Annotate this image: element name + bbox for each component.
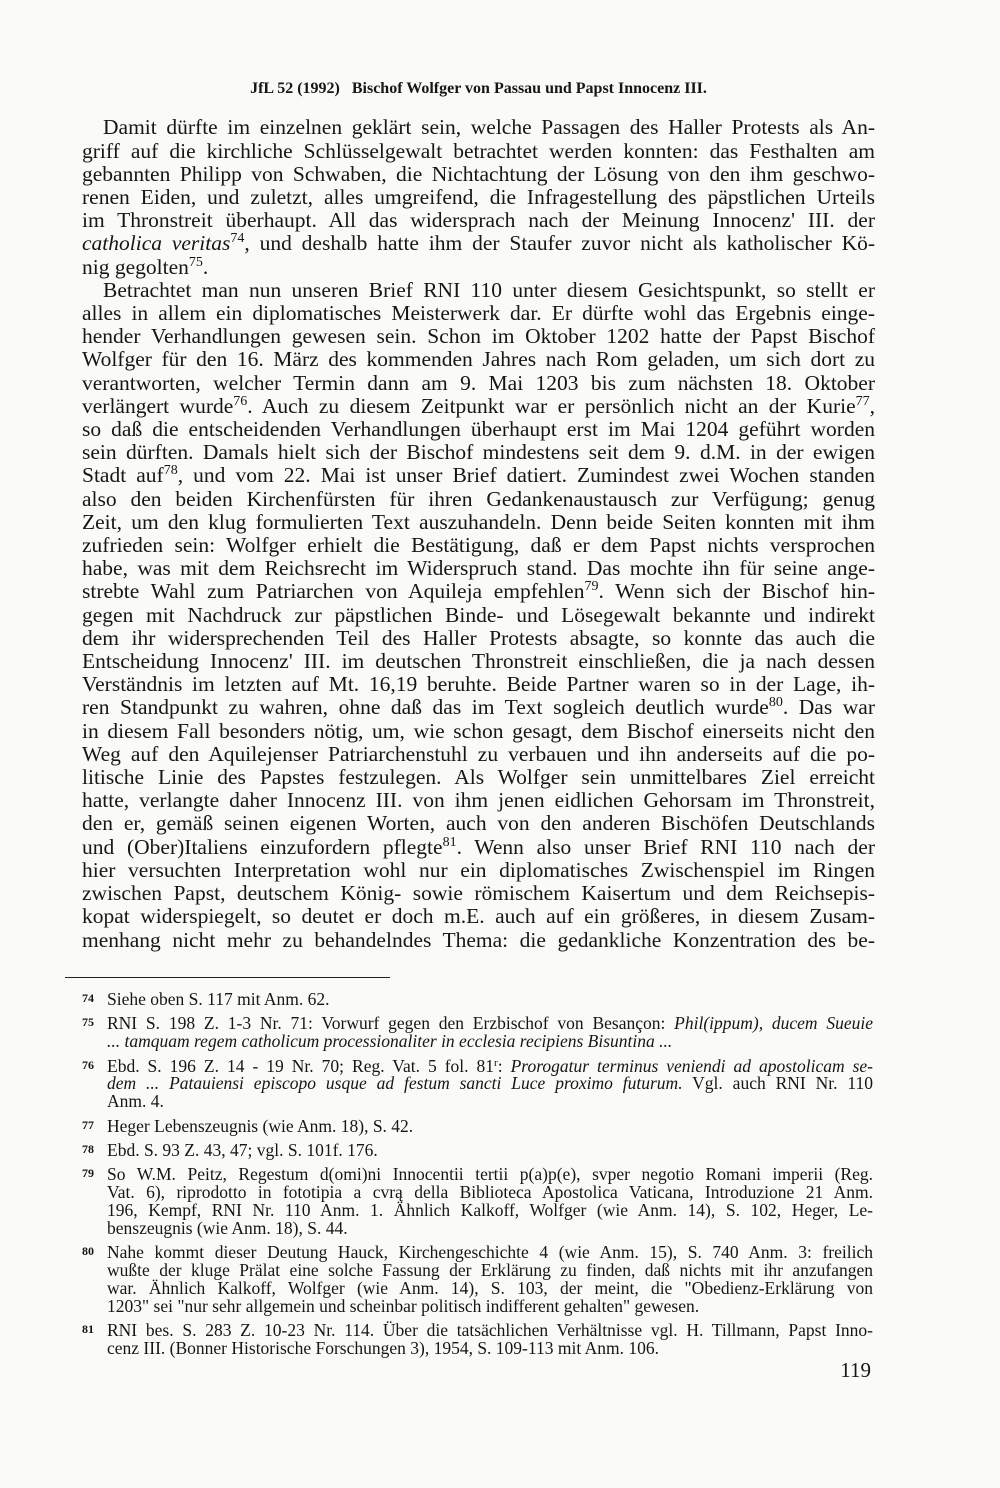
text-run: nig gegolten <box>82 254 189 279</box>
text-line <box>107 1337 873 1358</box>
text-run: . <box>202 254 209 279</box>
text-run: in diesem Fall besonders nötig, um, wie schon gesagt, dem Bischof einerseits nicht den <box>82 718 875 743</box>
text-line <box>82 418 875 441</box>
text-line <box>82 395 875 418</box>
footnote-number: 81 <box>82 1322 94 1336</box>
text-line <box>82 140 875 163</box>
journal-reference: JfL 52 (1992) <box>250 80 340 97</box>
text-line <box>82 766 875 789</box>
text-run: , <box>869 393 875 418</box>
text-run: griff auf die kirchliche Schlüsselgewalt betrachtet werden konnten: das Festhalten am <box>82 138 875 163</box>
footnote-rule <box>65 977 390 978</box>
text-run: Weg auf den Aquilejenser Patriarchenstuhl zu verbauen und ihn anderseits auf die po- <box>82 741 875 766</box>
footnotes <box>82 989 874 1364</box>
text-line <box>82 929 875 952</box>
footnote-reference: 81 <box>442 834 457 850</box>
footnote-reference: r <box>494 1056 498 1069</box>
text-run: Nahe kommt dieser Deutung Hauck, Kirchengeschichte 4 (wie Anm. 15), S. 740 Anm. 3: freilich <box>107 1242 873 1263</box>
text-line <box>82 186 875 209</box>
text-line <box>82 279 875 302</box>
text-run: Siehe oben S. 117 mit Anm. 62. <box>107 989 330 1010</box>
text-run: strebte Wahl zum Patriarchen von Aquileja empfehlen <box>82 579 585 604</box>
text-run: sein dürften. Damals hielt sich der Bischof mindestens seit dem 9. d.M. in der ewigen <box>82 440 875 465</box>
text-line <box>107 1033 873 1051</box>
text-run: , und vom 22. Mai ist unser Brief datiert. Zumindest zwei Wochen standen <box>177 463 875 488</box>
text-run: litische Linie des Papstes festzulegen. Als Wolfger sein unmittelbares Ziel erreicht <box>82 765 875 790</box>
text-run: Wolfger für den 16. März des kommenden Jahres nach Rom geladen, um sich dort zu <box>82 347 875 372</box>
footnote-reference: 76 <box>233 393 248 409</box>
text-line <box>82 836 875 859</box>
article-title: Bischof Wolfger von Passau und Papst Innocenz III. <box>351 80 707 97</box>
text-run: ren Standpunkt zu wahren, ohne daß das im Text sogleich deutlich wurde <box>82 695 769 720</box>
text-run: gegen mit Nachdruck zur päpstlichen Binde- und Lösegewalt bekannte und indirekt <box>82 602 875 627</box>
text-line <box>82 511 875 534</box>
text-line <box>82 209 875 232</box>
text-run: den er, gemäß seinen eigenen Worten, auch von den anderen Bischöfen Deutschlands <box>82 811 875 836</box>
text-line <box>107 1217 873 1238</box>
text-line <box>82 789 875 812</box>
text-run: Vgl. auch RNI Nr. 110 <box>682 1073 873 1094</box>
footnote-number: 80 <box>82 1244 94 1259</box>
text-run: Damit dürfte im einzelnen geklärt sein, welche Passagen des Haller Protests als An- <box>103 115 875 140</box>
text-line <box>82 580 875 603</box>
text-line <box>82 325 875 348</box>
text-run: : <box>497 1055 511 1076</box>
text-run: und (Ober)Italiens einzufordern pflegte <box>82 834 443 859</box>
footnote-reference: 78 <box>163 463 178 479</box>
text-run: so daß die entscheidenden Verhandlungen überhaupt erst im Mai 1204 geführt worden <box>82 417 875 442</box>
text-run: menhang nicht mehr zu behandelndes Thema: die gedankliche Konzentration des be- <box>82 927 875 952</box>
text-run: alles in allem ein diplomatisches Meisterwerk dar. Er dürfte wohl das Ergebnis einge- <box>82 301 875 326</box>
text-line <box>82 534 875 557</box>
text-run: . Auch zu diesem Zeitpunkt war er persönlich nicht an der Kurie <box>247 393 856 418</box>
text-run: hier versuchten Interpretation wohl nur ein diplomatisches Zwischenspiel im Ringen <box>82 857 875 882</box>
footnote-number: 76 <box>82 1057 94 1072</box>
footnote-reference: 79 <box>584 579 599 595</box>
text-line <box>82 232 875 255</box>
footnote-number: 75 <box>82 1015 94 1030</box>
text-line <box>82 116 875 139</box>
italic-text: Prorogatur terminus veniendi ad apostolicam se- <box>510 1055 873 1076</box>
text-run: . Wenn also unser Brief RNI 110 nach der <box>456 834 875 859</box>
text-run: hender Verhandlungen gewesen sein. Schon im Oktober 1202 hatte der Papst Bischof <box>82 324 875 349</box>
text-run: verantworten, welcher Termin dann am 9. Mai 1203 bis zum nächsten 18. Oktober <box>82 370 875 395</box>
text-run: zufrieden sein: Wolfger erhielt die Bestätigung, daß er dem Papst nichts versprochen <box>82 533 875 558</box>
text-run: 196, Kempf, RNI Nr. 110 Anm. 1. Ähnlich Kalkoff, Wolfger (wie Anm. 14), S. 102, Heger, Le- <box>107 1200 873 1221</box>
text-line <box>82 720 875 743</box>
footnote-number: 78 <box>82 1142 94 1157</box>
text-run: hatte, verlangte daher Innocenz III. von ihm jenen eidlichen Gehorsam im Thronstreit, <box>82 788 875 813</box>
running-header <box>82 79 875 99</box>
text-run: also den beiden Kirchenfürsten für ihren Gedankenaustausch zur Verfügung; genug <box>82 486 875 511</box>
text-line <box>82 627 875 650</box>
footnote <box>82 1013 874 1052</box>
footnote <box>82 989 873 1010</box>
text-run: . Das war <box>782 695 875 720</box>
text-line <box>107 1115 873 1136</box>
footnote <box>82 1164 873 1238</box>
text-run: Anm. 4. <box>107 1091 164 1112</box>
text-line <box>82 302 875 325</box>
text-run: RNI S. 198 Z. 1-3 Nr. 71: Vorwurf gegen den Erzbischof von Besançon: <box>107 1013 675 1034</box>
footnote-number: 77 <box>82 1117 94 1132</box>
text-run: wußte der kluge Prälat eine solche Fassung der Erklärung zu finden, daß nichts mit ihr anzufangen <box>107 1260 873 1281</box>
text-run: Vat. 6), riprodotto in fototipia a cvrą della Biblioteca Apostolica Vaticana, Introduzione 21 Anm. <box>107 1182 873 1203</box>
text-run: , und deshalb hatte ihm der Staufer zuvor nicht als katholischer Kö- <box>244 231 876 256</box>
text-run: gebannten Philipp von Schwaben, die Nichtachtung der Lösung von den ihm geschwo- <box>82 161 875 186</box>
footnote-reference: 74 <box>230 231 245 247</box>
text-line <box>82 348 875 371</box>
text-line <box>82 464 875 487</box>
page-number: 119 <box>840 1358 871 1382</box>
text-run: cenz III. (Bonner Historische Forschungen 3), 1954, S. 109-113 mit Anm. 106. <box>107 1337 659 1358</box>
text-run: So W.M. Peitz, Regestum d(omi)ni Innocentii tertii p(a)p(e), svper negotio Romani imperii (Reg. <box>107 1164 873 1185</box>
text-run: kopat widerspiegelt, so deutet er doch m.E. auch auf ein größeres, in diesem Zusam- <box>82 904 875 929</box>
italic-text: catholica veritas <box>82 231 231 256</box>
text-run: benszeugnis (wie Anm. 18), S. 44. <box>107 1217 348 1238</box>
paragraph <box>82 279 875 952</box>
text-line <box>82 256 875 279</box>
text-run: . Wenn sich der Bischof hin- <box>598 579 876 604</box>
text-run: Verständnis im letzten auf Mt. 16,19 beruhte. Beide Partner waren so in der Lage, ih- <box>82 672 875 697</box>
footnote <box>82 1140 873 1161</box>
text-line <box>82 859 875 882</box>
text-run: Stadt auf <box>82 463 164 488</box>
italic-text: ... tamquam regem catholicum processionaliter in ecclesia recipiens Bisuntina ... <box>107 1031 673 1052</box>
text-line <box>82 673 875 696</box>
text-line <box>107 1142 873 1160</box>
footnote-reference: 77 <box>855 393 870 409</box>
text-line <box>82 696 875 719</box>
paragraph <box>82 116 875 278</box>
italic-text: dem ... Patauiensi episcopo usque ad festum sancti Luce proximo futurum. <box>107 1073 683 1094</box>
text-run: habe, was mit dem Reichsrecht im Widerspruch stand. Das mochte ihn für seine ange- <box>82 556 875 581</box>
text-line <box>82 882 875 905</box>
text-line <box>82 905 875 928</box>
italic-text: Phil(ippum), ducem Sueuie <box>674 1013 874 1034</box>
footnote <box>82 1055 873 1112</box>
text-run: renen Eiden, und zuletzt, alles umgreifend, die Infragestellung des päpstlichen Urteils <box>82 185 875 209</box>
text-line <box>107 1075 873 1093</box>
text-run: war. Ähnlich Kalkoff, Wolfger (wie Anm. 14), S. 103, der meint, die "Obedienz-Erklärung von <box>107 1277 873 1298</box>
text-run: RNI bes. S. 283 Z. 10-23 Nr. 114. Über die tatsächlichen Verhältnisse vgl. H. Tillmann, Papst Inno- <box>107 1320 873 1340</box>
text-line <box>82 557 875 580</box>
text-run: zwischen Papst, deutschem König- sowie römischem Kaisertum und dem Reichsepis- <box>82 881 875 906</box>
body-text <box>82 116 875 951</box>
footnote <box>82 1320 873 1358</box>
text-run: im Thronstreit überhaupt. All das widersprach nach der Meinung Innocenz' III. der <box>82 208 875 233</box>
text-line <box>82 812 875 835</box>
text-run: Ebd. S. 196 Z. 14 - 19 Nr. 70; Reg. Vat. 5 fol. 81 <box>107 1055 495 1076</box>
text-line <box>82 604 875 627</box>
footnote <box>82 1242 873 1316</box>
text-line <box>107 1093 873 1111</box>
text-line <box>82 488 875 511</box>
text-run: Ebd. S. 93 Z. 43, 47; vgl. S. 101f. 176. <box>107 1140 378 1161</box>
text-line <box>82 163 875 186</box>
footnote <box>82 1115 873 1136</box>
text-line <box>82 372 875 395</box>
text-run: Heger Lebenszeugnis (wie Anm. 18), S. 42. <box>107 1115 414 1136</box>
text-run: Entscheidung Innocenz' III. im deutschen Thronstreit einschließen, die ja nach dessen <box>82 649 875 674</box>
text-line <box>107 1295 873 1316</box>
text-run: 1203" sei "nur sehr allgemein und scheinbar politisch indifferent gehalten" gewesen. <box>107 1295 700 1316</box>
text-line <box>82 743 875 766</box>
text-line <box>82 650 875 673</box>
text-line <box>82 441 875 464</box>
text-run: dem ihr widersprechenden Teil des Haller Protests absagte, so konnte das auch die <box>82 625 875 650</box>
footnote-number: 74 <box>82 991 94 1006</box>
text-line <box>107 991 873 1009</box>
text-run: verlängert wurde <box>82 393 234 418</box>
footnote-reference: 80 <box>768 695 783 711</box>
text-run: Betrachtet man nun unseren Brief RNI 110 unter diesem Gesichtspunkt, so stellt er <box>103 277 875 302</box>
text-run: Zeit, um den klug formulierten Text auszuhandeln. Denn beide Seiten konnten mit ihm <box>82 509 875 534</box>
footnote-number: 79 <box>82 1166 94 1181</box>
footnote-reference: 75 <box>188 254 203 270</box>
